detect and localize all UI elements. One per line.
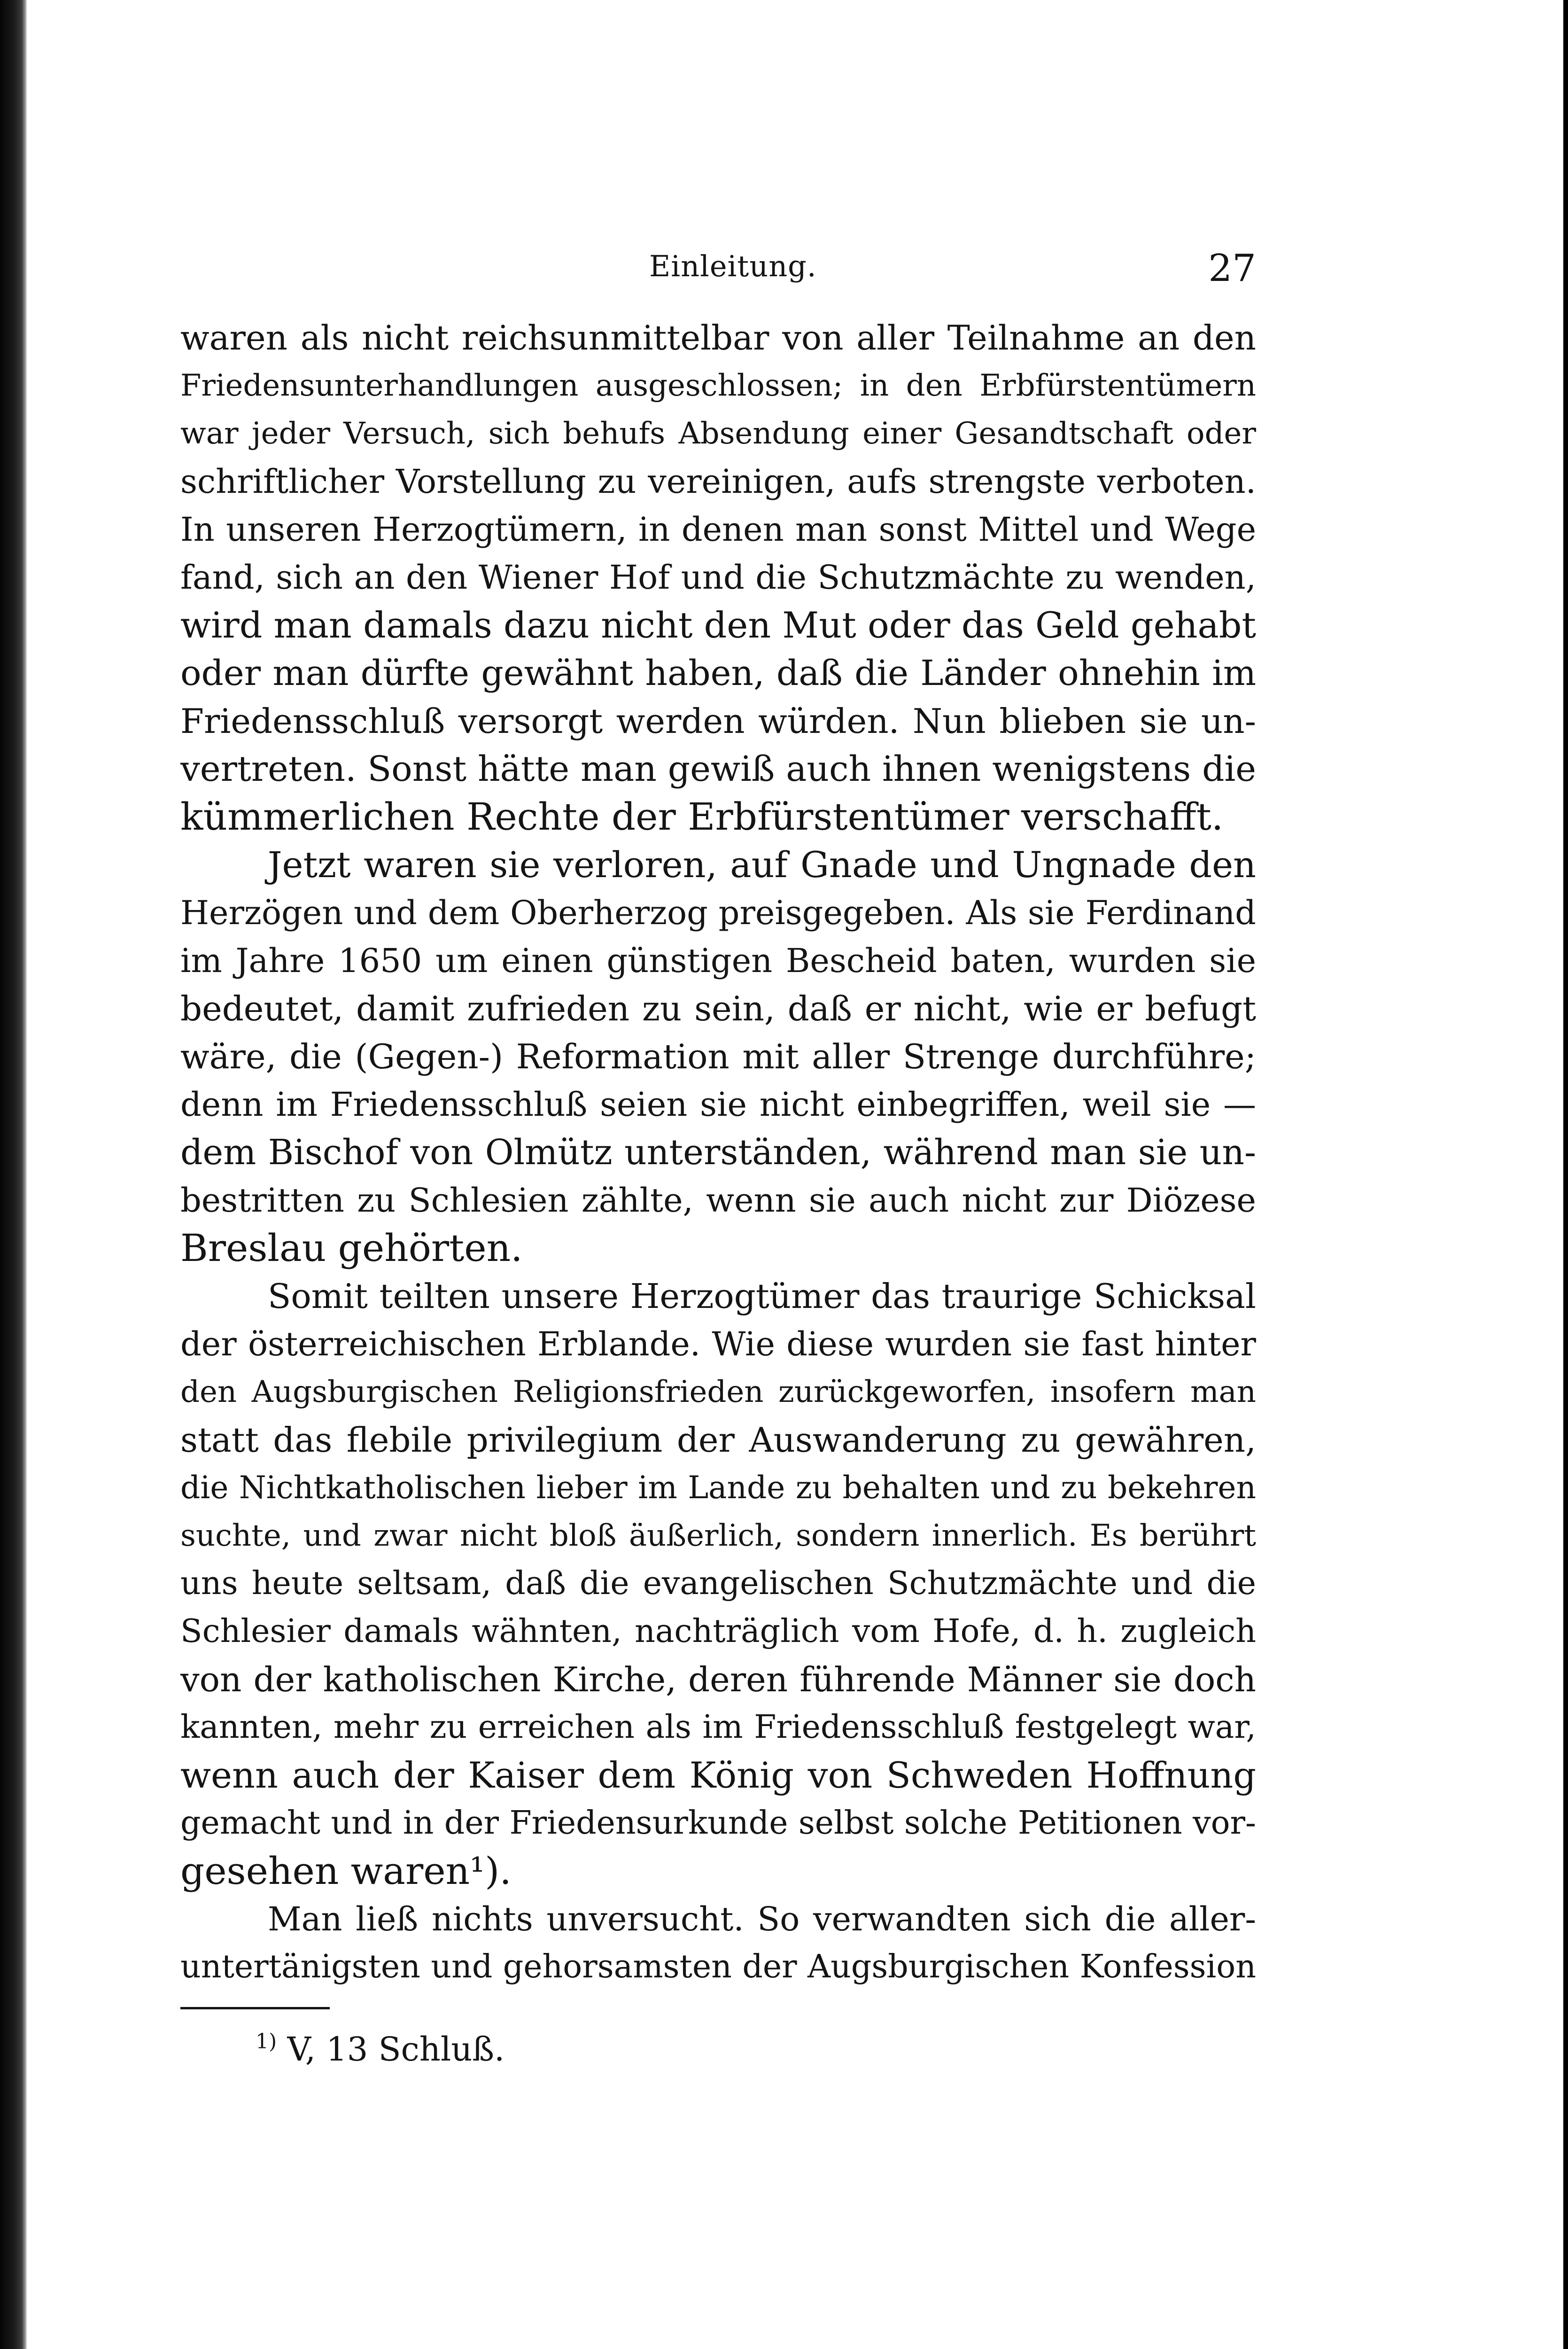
text-line: Somit teilten unsere Herzogtümer das traurige Schicksal xyxy=(268,1276,1256,1316)
footnote-divider xyxy=(180,2007,330,2009)
text-line: kannten, mehr zu erreichen als im Friedensschluß festgelegt war, xyxy=(180,1709,1256,1746)
text-line: war jeder Versuch, sich behufs Absendung einer Gesandtschaft oder xyxy=(180,416,1256,451)
book-page xyxy=(180,235,1256,2255)
footnote xyxy=(256,2030,505,2069)
text-line: gemacht und in der Friedensurkunde selbst solche Petitionen vor- xyxy=(180,1805,1256,1842)
text-line: fand, sich an den Wiener Hof und die Schutzmächte zu wenden, xyxy=(180,558,1256,597)
text-line: Jetzt waren sie verloren, auf Gnade und Ungnade den xyxy=(268,844,1256,886)
text-line: wenn auch der Kaiser dem König von Schweden Hoffnung xyxy=(180,1754,1256,1796)
text-line: vertreten. Sonst hätte man gewiß auch ihnen wenigstens die xyxy=(180,749,1256,789)
text-line: statt das flebile privilegium der Auswanderung zu gewähren, xyxy=(180,1420,1256,1460)
text-line: Breslau gehörten. xyxy=(180,1226,523,1270)
text-line: denn im Friedensschluß seien sie nicht einbegriffen, weil sie — xyxy=(180,1085,1256,1124)
text-line: bestritten zu Schlesien zählte, wenn sie auch nicht zur Diözese xyxy=(180,1181,1256,1220)
scan-edge xyxy=(1563,0,1568,2349)
text-line: Friedensschluß versorgt werden würden. Nun blieben sie un- xyxy=(180,701,1256,741)
text-line: dem Bischof von Olmütz unterständen, während man sie un- xyxy=(180,1132,1256,1173)
text-line: Schlesier damals wähnten, nachträglich vom Hofe, d. h. zugleich xyxy=(180,1613,1256,1650)
text-line: von der katholischen Kirche, deren führende Männer sie doch xyxy=(180,1660,1256,1699)
footnote-marker: 1) xyxy=(256,2030,277,2053)
text-line: oder man dürfte gewähnt haben, daß die Länder ohnehin im xyxy=(180,653,1256,693)
text-line: suchte, und zwar nicht bloß äußerlich, sondern innerlich. Es berührt xyxy=(180,1518,1256,1553)
running-head: Einleitung. xyxy=(649,249,817,283)
text-line: wird man damals dazu nicht den Mut oder das Geld gehabt xyxy=(180,604,1256,646)
text-line: der österreichischen Erblande. Wie diese wurden sie fast hinter xyxy=(180,1325,1256,1363)
text-line: waren als nicht reichsunmittelbar von aller Teilnahme an den xyxy=(180,318,1256,358)
text-line: uns heute seltsam, daß die evangelischen Schutzmächte und die xyxy=(180,1565,1256,1602)
text-line: gesehen waren¹). xyxy=(180,1849,512,1893)
text-line: Friedensunterhandlungen ausgeschlossen; in den Erbfürstentümern xyxy=(180,368,1256,403)
text-line: im Jahre 1650 um einen günstigen Bescheid baten, wurden sie xyxy=(180,941,1256,980)
text-line: untertänigsten und gehorsamsten der Augsburgischen Konfession xyxy=(180,1948,1256,1985)
text-line: den Augsburgischen Religionsfrieden zurückgeworfen, insofern man xyxy=(180,1375,1256,1409)
book-gutter-shadow xyxy=(0,0,27,2349)
text-line: In unseren Herzogtümern, in denen man sonst Mittel und Wege xyxy=(180,510,1256,549)
text-line: Man ließ nichts unversucht. So verwandten sich die aller- xyxy=(268,1900,1256,1938)
page-header xyxy=(180,246,1256,296)
text-line: bedeutet, damit zufrieden zu sein, daß er nicht, wie er befugt xyxy=(180,989,1256,1028)
footnote-text: V, 13 Schluß. xyxy=(287,2030,505,2069)
text-line: wäre, die (Gegen-) Reformation mit aller Strenge durchführe; xyxy=(180,1037,1256,1076)
page-number: 27 xyxy=(1208,246,1256,290)
text-line: kümmerlichen Rechte der Erbfürstentümer verschafft. xyxy=(180,795,1224,839)
text-line: die Nichtkatholischen lieber im Lande zu behalten und zu bekehren xyxy=(180,1470,1256,1506)
text-line: schriftlicher Vorstellung zu vereinigen, aufs strengste verboten. xyxy=(180,462,1256,501)
text-line: Herzögen und dem Oberherzog preisgegeben. Als sie Ferdinand xyxy=(180,894,1256,932)
body-text xyxy=(180,314,1256,1991)
